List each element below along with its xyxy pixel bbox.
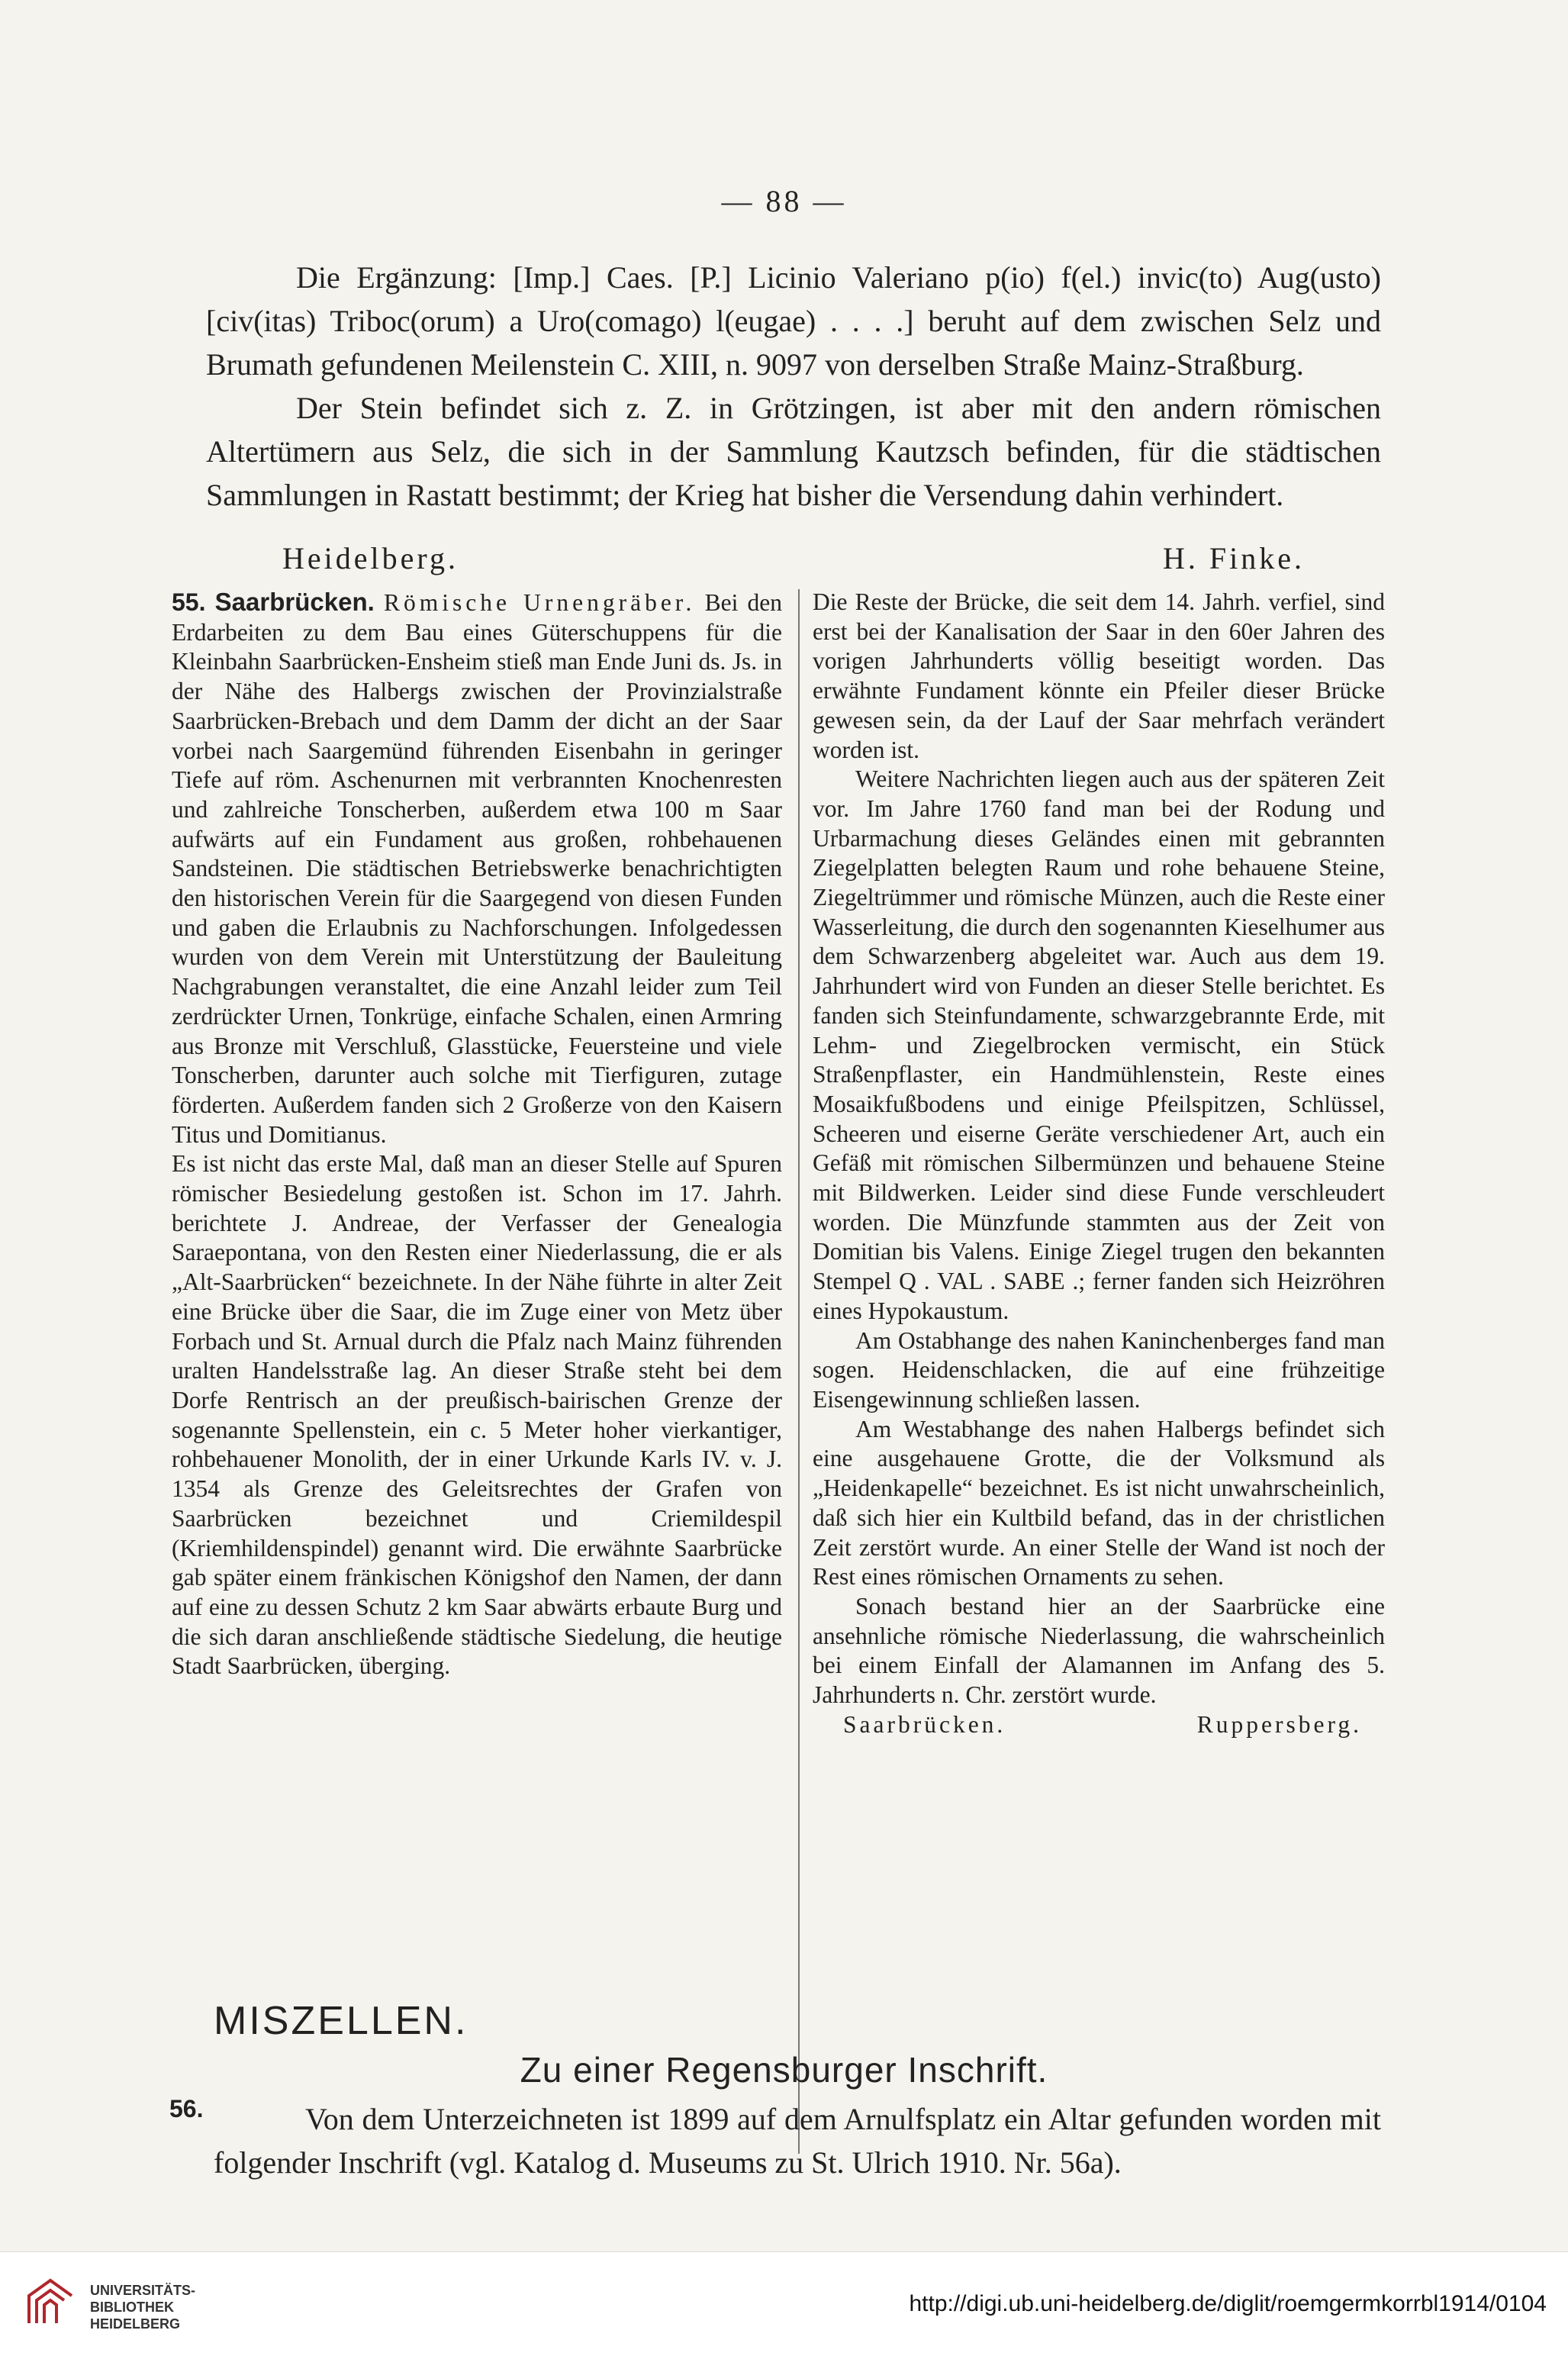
right-column bbox=[813, 588, 1385, 1739]
entry-paragraph: Am Ostabhange des nahen Kaninchenberges fand man sogen. Heidenschlacken, die auf eine frühzeitige Eisengewinnung schließen lassen. bbox=[813, 1326, 1385, 1413]
entry-city: Saarbrücken. bbox=[214, 588, 375, 616]
entry-paragraph: Weitere Nachrichten liegen auch aus der späteren Zeit vor. Im Jahre 1760 fand man bei der Rodung und Urbarmachung dieses Geländes einen mit gebrannten Ziegelplatten belegten Raum und rohe behauene Steine, Ziegeltrümmer und römische Münzen, auch die Reste einer Wasserleitung, die durch den sogenannten Kieselhumer aus dem Schwarzenberg abgeleitet war. Auch aus dem 19. Jahrhundert wird von Funden an dieser Stelle berichtet. Es fanden sich Steinfundamente, schwarzgebrannte Erde, mit Lehm- und Ziegelbrocken vermischt, ein Stück Straßenpflaster, ein Handmühlenstein, Reste eines Mosaikfußbodens und einige Pfeilspitzen, Schlüssel, Scheeren und eiserne Geräte verschiedener Art, auch ein Gefäß mit römischen Silbermünzen und behauene Steine mit Bildwerken. Leider sind diese Funde verschleudert worden. Die Münzfunde stammten aus der Zeit von Domitian bis Valens. Einige Ziegel trugen den bekannten Stempel Q . VAL . SABE .; ferner fanden sich Heizröhren eines Hypokaustum. bbox=[813, 765, 1385, 1324]
entry-paragraph: Sonach bestand hier an der Saarbrücke eine ansehnliche römische Niederlassung, die wahrscheinlich bei einem Einfall der Alamannen im Anfang des 5. Jahrhunderts n. Chr. zerstört wurde. bbox=[813, 1592, 1385, 1709]
permalink-url[interactable]: http://digi.ub.uni-heidelberg.de/diglit/roemgermkorrbl1914/0104 bbox=[909, 2291, 1547, 2316]
entry-number: 55. bbox=[172, 588, 206, 616]
top-paragraph: Der Stein befindet sich z. Z. in Grötzingen, ist aber mit den andern römischen Altertümern aus Selz, die sich in der Sammlung Kautzsch befinden, für die städtischen Sammlungen in Rastatt bestimmt; der Krieg hat bisher die Versendung dahin verhindert. bbox=[206, 391, 1381, 512]
library-name-line: HEIDELBERG bbox=[90, 2316, 181, 2332]
entry-title: Römische Urnengräber. bbox=[383, 589, 696, 616]
signature-author: H. Finke. bbox=[1163, 541, 1305, 575]
entry-paragraph: Die Reste der Brücke, die seit dem 14. Jahrh. verfiel, sind erst bei der Kanalisation der Saar in den 60er Jahren des vorigen Jahrhunderts völlig beseitigt worden. Das erwähnte Fundament könnte ein Pfeiler dieser Brücke gewesen sein, da der Lauf der Saar mehrfach verändert worden ist. bbox=[813, 588, 1385, 763]
library-name-line: UNIVERSITÄTS- bbox=[90, 2283, 196, 2298]
column-divider bbox=[798, 589, 800, 2154]
top-text-block bbox=[206, 256, 1381, 517]
library-logo-icon bbox=[21, 2273, 79, 2331]
top-signature bbox=[282, 540, 1305, 576]
library-name bbox=[90, 2282, 195, 2332]
page-number: — 88 — bbox=[721, 184, 847, 218]
signature-place: Saarbrücken. bbox=[843, 1710, 1006, 1738]
signature-place: Heidelberg. bbox=[282, 541, 459, 575]
entry-paragraph: Am Westabhange des nahen Halbergs befindet sich eine ausgehauene Grotte, die der Volksmund als „Heidenkapelle“ bezeichnet. Es ist nicht unwahrscheinlich, daß sich hier ein Kultbild befand, das in der christlichen Zeit zerstört wurde. An einer Stelle der Wand ist noch der Rest eines römischen Ornaments zu sehen. bbox=[813, 1415, 1385, 1591]
entry-55-opening bbox=[172, 588, 782, 1149]
library-name-line: BIBLIOTHEK bbox=[90, 2300, 174, 2315]
article-heading: Zu einer Regensburger Inschrift. bbox=[520, 2050, 1048, 2090]
entry-paragraph: Es ist nicht das erste Mal, daß man an dieser Stelle auf Spuren römischer Besiedelung gestoßen ist. Schon im 17. Jahrh. berichtete J. Andreae, der Verfasser der Genealogia Saraepontana, von den Resten einer Niederlassung, die er als „Alt-Saarbrücken“ bezeichnete. In der Nähe führte in alter Zeit eine Brücke über die Saar, die im Zuge einer von Metz über Forbach und St. Arnual durch die Pfalz nach Mainz führenden uralten Handelsstraße lag. An dieser Straße steht bei dem Dorfe Rentrisch an der preußisch-bairischen Grenze der sogenannte Spellenstein, ein c. 5 Meter hoher vierkantiger, rohbehauener Monolith, der in einer Urkunde Karls IV. v. J. 1354 als Grenze des Geleitsrechtes der Grafen von Saarbrücken bezeichnet und Criemildespil (Kriemhildenspindel) genannt wird. Die erwähnte Saarbrücke gab später einem fränkischen Königshof den Namen, der dann auf eine zu dessen Schutz 2 km Saar abwärts erbaute Burg und die sich daran anschließende städtische Siedelung, die heutige Stadt Saarbrücken, überging. bbox=[172, 1150, 782, 1680]
entry-56-text bbox=[214, 2097, 1381, 2184]
signature-author: Ruppersberg. bbox=[1196, 1710, 1362, 1738]
entry-paragraph: Von dem Unterzeichneten ist 1899 auf dem Arnulfsplatz ein Altar gefunden worden mit folgender Inschrift (vgl. Katalog d. Museums zu St. Ulrich 1910. Nr. 56a). bbox=[214, 2102, 1381, 2180]
section-heading: MISZELLEN. bbox=[214, 1999, 468, 2043]
entry-signature bbox=[813, 1710, 1385, 1740]
top-paragraph: Die Ergänzung: [Imp.] Caes. [P.] Licinio Valeriano p(io) f(el.) invic(to) Aug(usto) [civ(itas) Triboc(orum) a Uro(comago) l(eugae) . . . .] beruht auf dem zwischen Selz und Brumath gefundenen Meilenstein C. XIII, n. 9097 von derselben Straße Mainz-Straßburg. bbox=[206, 260, 1381, 382]
left-column bbox=[172, 588, 782, 1681]
entry-number: 56. bbox=[169, 2095, 204, 2122]
entry-paragraph: Bei den Erdarbeiten zu dem Bau eines Güterschuppens für die Kleinbahn Saarbrücken-Ensheim stieß man Ende Juni ds. Js. in der Nähe des Halbergs zwischen der Provinzialstraße Saarbrücken-Brebach und dem Damm der dicht an der Saar vorbei nach Saargemünd führenden Eisenbahn in geringer Tiefe auf röm. Aschenurnen mit verbrannten Knochenresten und zahlreiche Tonscherben, außerdem etwa 100 m Saar aufwärts auf ein Fundament aus großen, rohbehauenen Sandsteinen. Die städtischen Betriebswerke benachrichtigten den historischen Verein für die Saargegend von diesen Funden und gaben die Erlaubnis zu Nachforschungen. Infolgedessen wurden von dem Verein mit Unterstützung der Bauleitung Nachgrabungen veranstaltet, die eine Anzahl leider zum Teil zerdrückter Urnen, Tonkrüge, einfache Schalen, einen Armring aus Bronze mit Verschluß, Glasstücke, Feuersteine und viele Tonscherben, darunter auch solche mit Tierfiguren, zutage förderten. Außerdem fanden sich 2 Großerze von den Kaisern Titus und Domitianus. bbox=[172, 589, 783, 1148]
